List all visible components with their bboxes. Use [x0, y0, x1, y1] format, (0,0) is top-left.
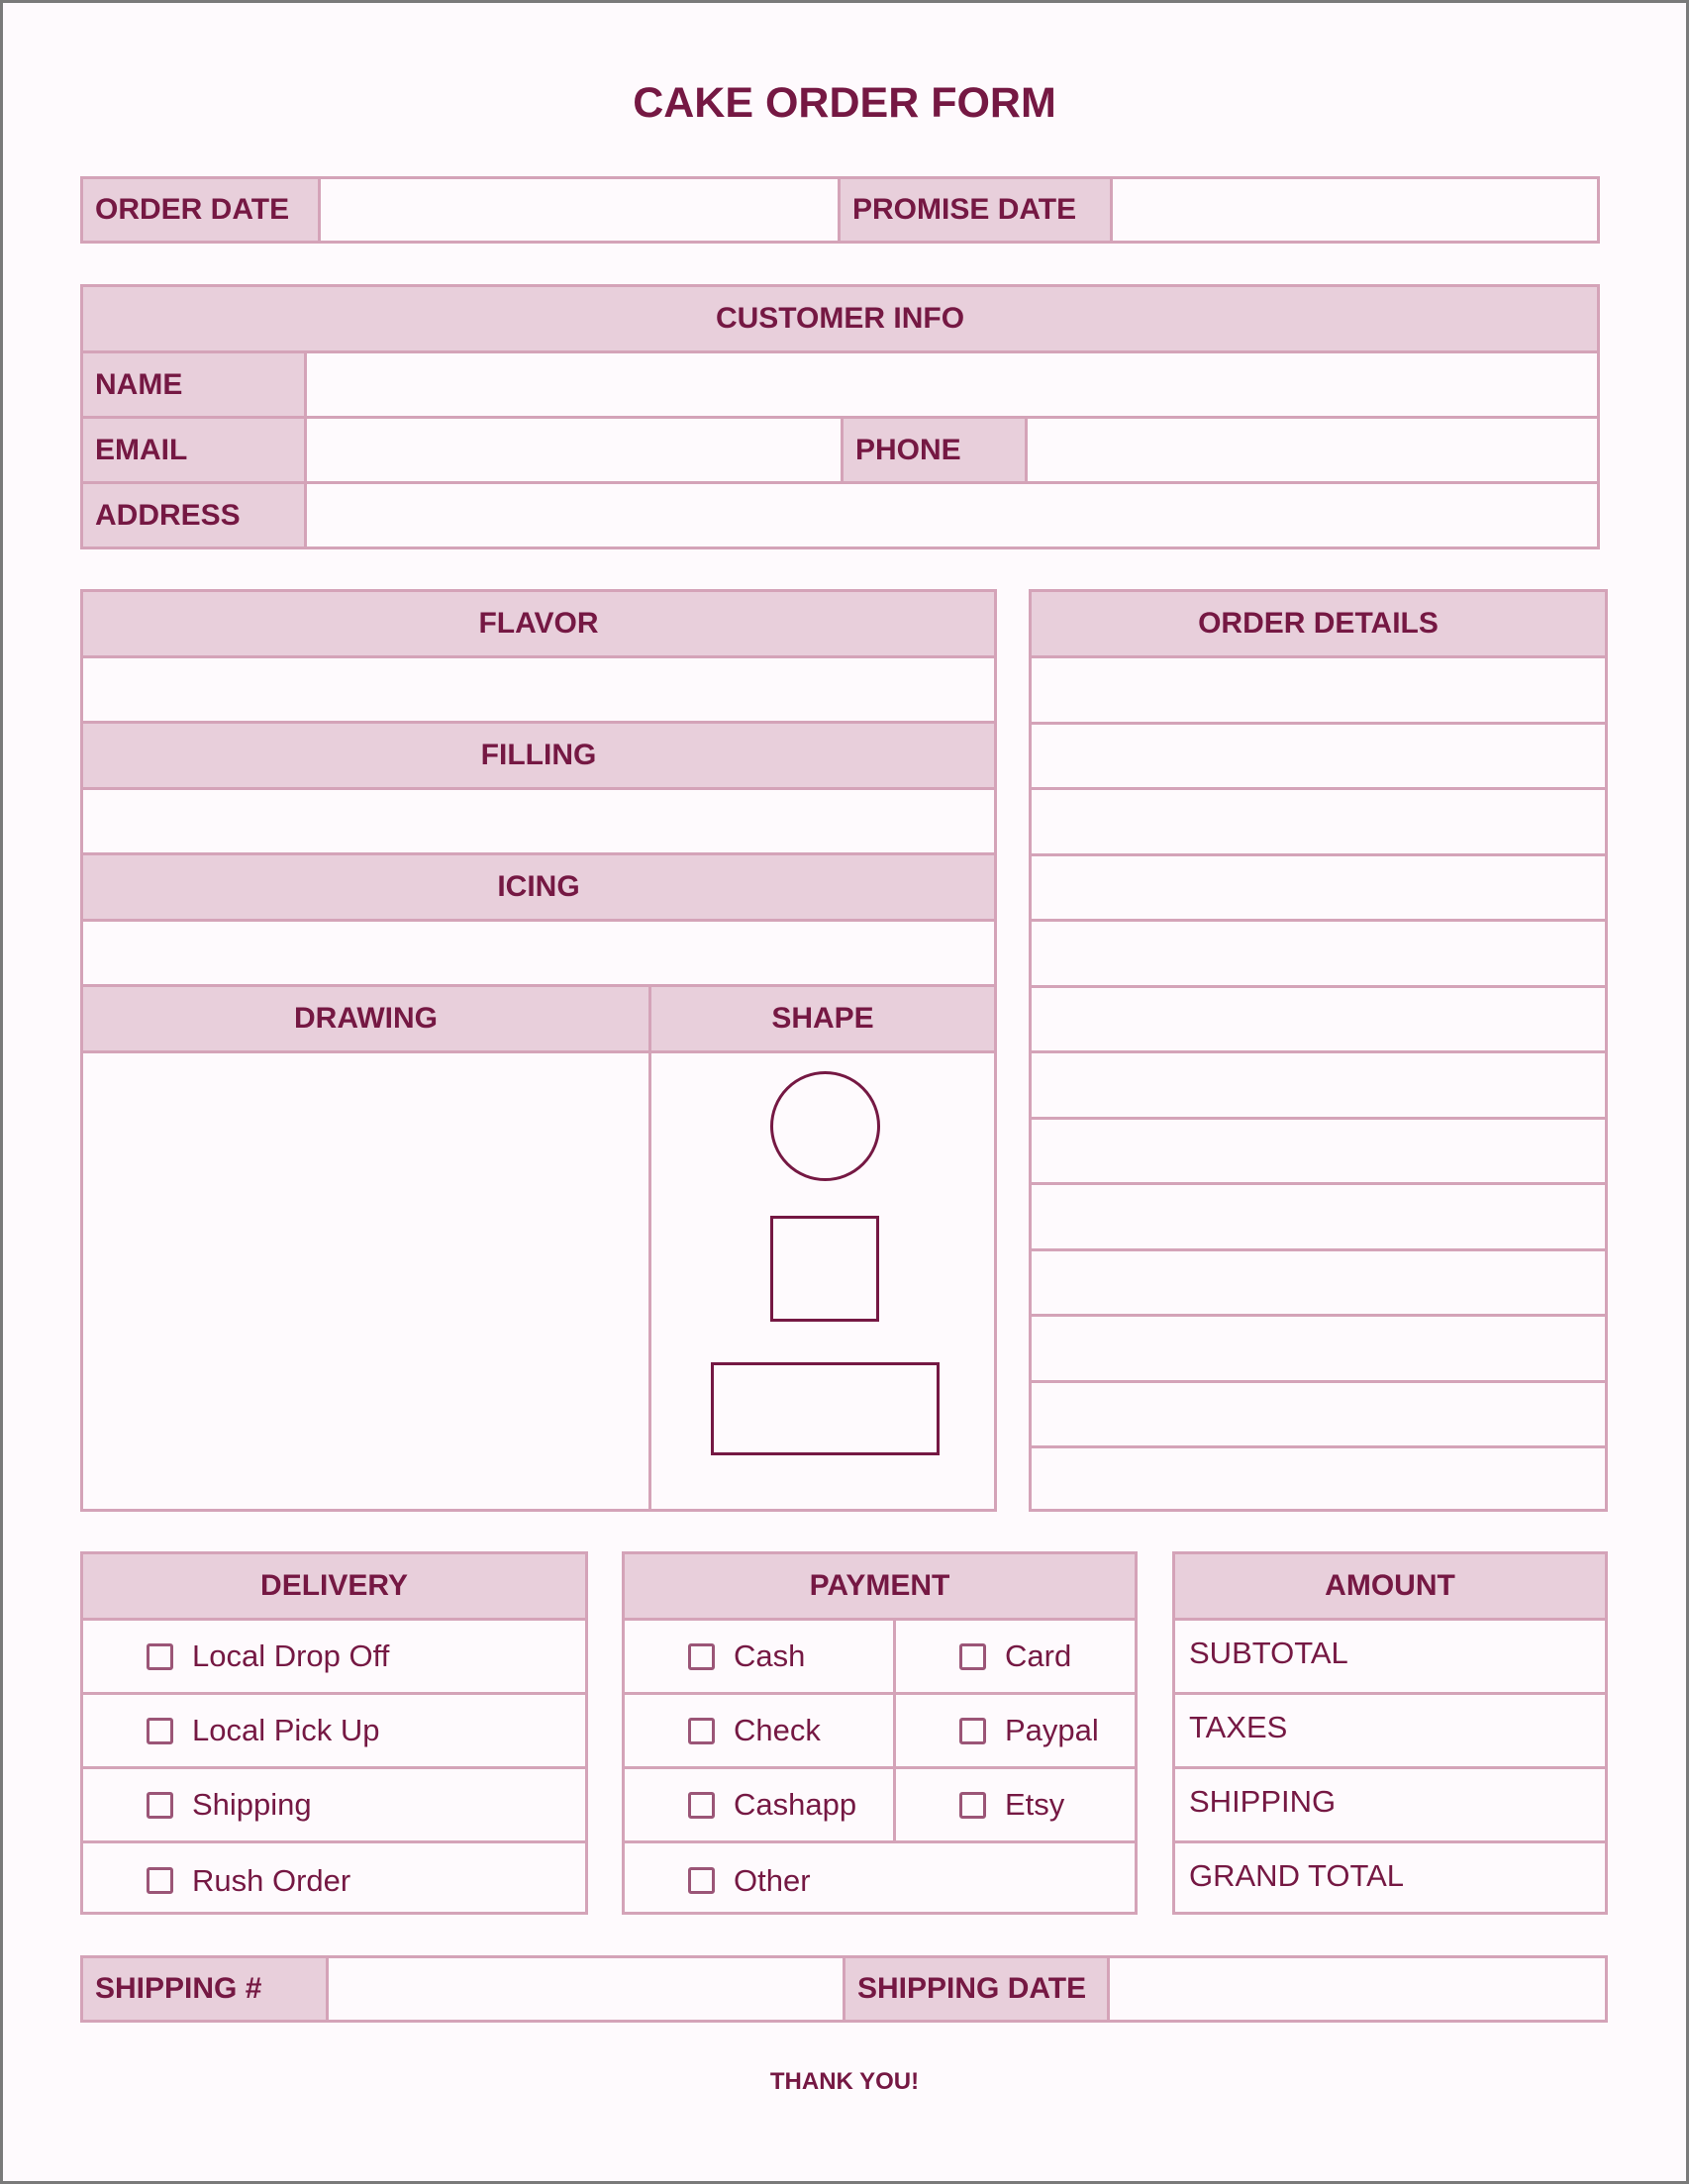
payment-cell: [625, 1843, 1135, 1918]
checkbox-icon[interactable]: [688, 1643, 715, 1670]
drawing-area[interactable]: [83, 1053, 648, 1509]
checkbox-icon[interactable]: [959, 1643, 986, 1670]
shipping-number-label: SHIPPING #: [83, 1958, 329, 2020]
delivery-option[interactable]: [147, 1843, 350, 1918]
checkbox-icon[interactable]: [147, 1867, 173, 1894]
delivery-row: [83, 1843, 585, 1918]
circle-shape-icon[interactable]: [770, 1071, 880, 1181]
shipping-number-field[interactable]: [329, 1958, 845, 2020]
email-label: EMAIL: [83, 419, 307, 481]
delivery-row: [83, 1769, 585, 1843]
icing-header: ICING: [83, 855, 994, 922]
amount-rows: [1175, 1621, 1605, 1918]
icing-field[interactable]: [83, 922, 994, 987]
order-details-line[interactable]: [1032, 725, 1605, 791]
amount-row[interactable]: [1175, 1769, 1605, 1843]
option-label: Rush Order: [192, 1862, 351, 1898]
order-details-header: ORDER DETAILS: [1032, 592, 1605, 658]
payment-option[interactable]: [959, 1621, 1071, 1692]
amount-row[interactable]: [1175, 1843, 1605, 1918]
amount-header: AMOUNT: [1175, 1554, 1605, 1621]
shape-options: [651, 1053, 994, 1509]
payment-cell: [625, 1621, 896, 1692]
thank-you-text: THANK YOU!: [769, 2068, 920, 2095]
order-date-label: ORDER DATE: [83, 179, 321, 241]
order-details-line[interactable]: [1032, 1185, 1605, 1251]
checkbox-icon[interactable]: [959, 1792, 986, 1819]
payment-cell: [625, 1769, 896, 1840]
order-details-section: [1029, 589, 1608, 1512]
order-details-line[interactable]: [1032, 1448, 1605, 1515]
filling-header: FILLING: [83, 724, 994, 790]
delivery-options: [83, 1621, 585, 1918]
option-label: Card: [1005, 1638, 1072, 1673]
customer-info-section: [80, 284, 1600, 549]
order-details-lines: [1032, 658, 1605, 1515]
payment-option[interactable]: [959, 1769, 1064, 1840]
shipping-row: [80, 1955, 1608, 2023]
delivery-option[interactable]: [147, 1769, 312, 1840]
payment-option[interactable]: [688, 1621, 805, 1692]
phone-field[interactable]: [1028, 419, 1597, 481]
checkbox-icon[interactable]: [147, 1643, 173, 1670]
flavor-field[interactable]: [83, 658, 994, 724]
option-label: Cash: [734, 1638, 806, 1673]
page-title: CAKE ORDER FORM: [633, 79, 1056, 127]
square-shape-icon[interactable]: [770, 1216, 879, 1322]
name-label: NAME: [83, 353, 307, 416]
checkbox-icon[interactable]: [147, 1792, 173, 1819]
order-details-line[interactable]: [1032, 856, 1605, 923]
phone-label: PHONE: [844, 419, 1028, 481]
option-label: Etsy: [1005, 1787, 1065, 1822]
customer-info-header: CUSTOMER INFO: [83, 287, 1597, 353]
amount-label: SUBTOTAL: [1189, 1636, 1348, 1670]
payment-row: [625, 1769, 1135, 1843]
payment-row: [625, 1843, 1135, 1918]
order-details-line[interactable]: [1032, 790, 1605, 856]
order-details-line[interactable]: [1032, 1317, 1605, 1383]
amount-label: TAXES: [1189, 1710, 1288, 1744]
option-label: Check: [734, 1713, 821, 1747]
amount-label: GRAND TOTAL: [1189, 1858, 1405, 1893]
order-details-line[interactable]: [1032, 1383, 1605, 1449]
address-field[interactable]: [307, 484, 1597, 546]
option-label: Cashapp: [734, 1787, 857, 1822]
delivery-header: DELIVERY: [83, 1554, 585, 1621]
rectangle-shape-icon[interactable]: [711, 1362, 940, 1455]
payment-cell: [625, 1695, 896, 1766]
order-details-line[interactable]: [1032, 658, 1605, 725]
payment-option[interactable]: [688, 1843, 811, 1918]
order-details-line[interactable]: [1032, 988, 1605, 1054]
shipping-date-label: SHIPPING DATE: [845, 1958, 1110, 2020]
drawing-header: DRAWING: [83, 987, 648, 1053]
delivery-row: [83, 1695, 585, 1769]
delivery-section: [80, 1551, 588, 1915]
flavor-header: FLAVOR: [83, 592, 994, 658]
payment-section: [622, 1551, 1138, 1915]
checkbox-icon[interactable]: [147, 1718, 173, 1744]
email-field[interactable]: [307, 419, 844, 481]
checkbox-icon[interactable]: [688, 1718, 715, 1744]
drawing-column: [83, 987, 651, 1509]
checkbox-icon[interactable]: [688, 1792, 715, 1819]
cake-details-section: [80, 589, 997, 1512]
payment-option[interactable]: [688, 1695, 821, 1766]
payment-options: [625, 1621, 1135, 1918]
name-row: [83, 353, 1597, 419]
order-details-line[interactable]: [1032, 1251, 1605, 1318]
order-date-field[interactable]: [321, 179, 841, 241]
order-details-line[interactable]: [1032, 1120, 1605, 1186]
amount-row[interactable]: [1175, 1695, 1605, 1769]
amount-section: [1172, 1551, 1608, 1915]
delivery-row: [83, 1621, 585, 1695]
date-row: [80, 176, 1600, 244]
delivery-option[interactable]: [147, 1695, 380, 1766]
amount-row[interactable]: [1175, 1621, 1605, 1695]
drawing-shape-row: [83, 987, 994, 1509]
promise-date-field[interactable]: [1113, 179, 1597, 241]
order-details-line[interactable]: [1032, 1053, 1605, 1120]
checkbox-icon[interactable]: [688, 1867, 715, 1894]
delivery-option[interactable]: [147, 1621, 389, 1692]
order-details-line[interactable]: [1032, 922, 1605, 988]
email-phone-row: [83, 419, 1597, 484]
address-row: [83, 484, 1597, 546]
name-field[interactable]: [307, 353, 1597, 416]
payment-option[interactable]: [959, 1695, 1099, 1766]
filling-field[interactable]: [83, 790, 994, 855]
shipping-date-field[interactable]: [1110, 1958, 1605, 2020]
checkbox-icon[interactable]: [959, 1718, 986, 1744]
option-label: Other: [734, 1862, 811, 1898]
payment-option[interactable]: [688, 1769, 856, 1840]
payment-row: [625, 1695, 1135, 1769]
promise-date-label: PROMISE DATE: [841, 179, 1113, 241]
option-label: Paypal: [1005, 1713, 1099, 1747]
payment-cell: [896, 1695, 1135, 1766]
option-label: Shipping: [192, 1787, 312, 1822]
option-label: Local Pick Up: [192, 1713, 380, 1747]
payment-cell: [896, 1621, 1135, 1692]
shape-header: SHAPE: [651, 987, 994, 1053]
payment-cell: [896, 1769, 1135, 1840]
shape-column: [651, 987, 994, 1509]
address-label: ADDRESS: [83, 484, 307, 546]
payment-header: PAYMENT: [625, 1554, 1135, 1621]
amount-label: SHIPPING: [1189, 1784, 1337, 1819]
option-label: Local Drop Off: [192, 1638, 390, 1673]
payment-row: [625, 1621, 1135, 1695]
